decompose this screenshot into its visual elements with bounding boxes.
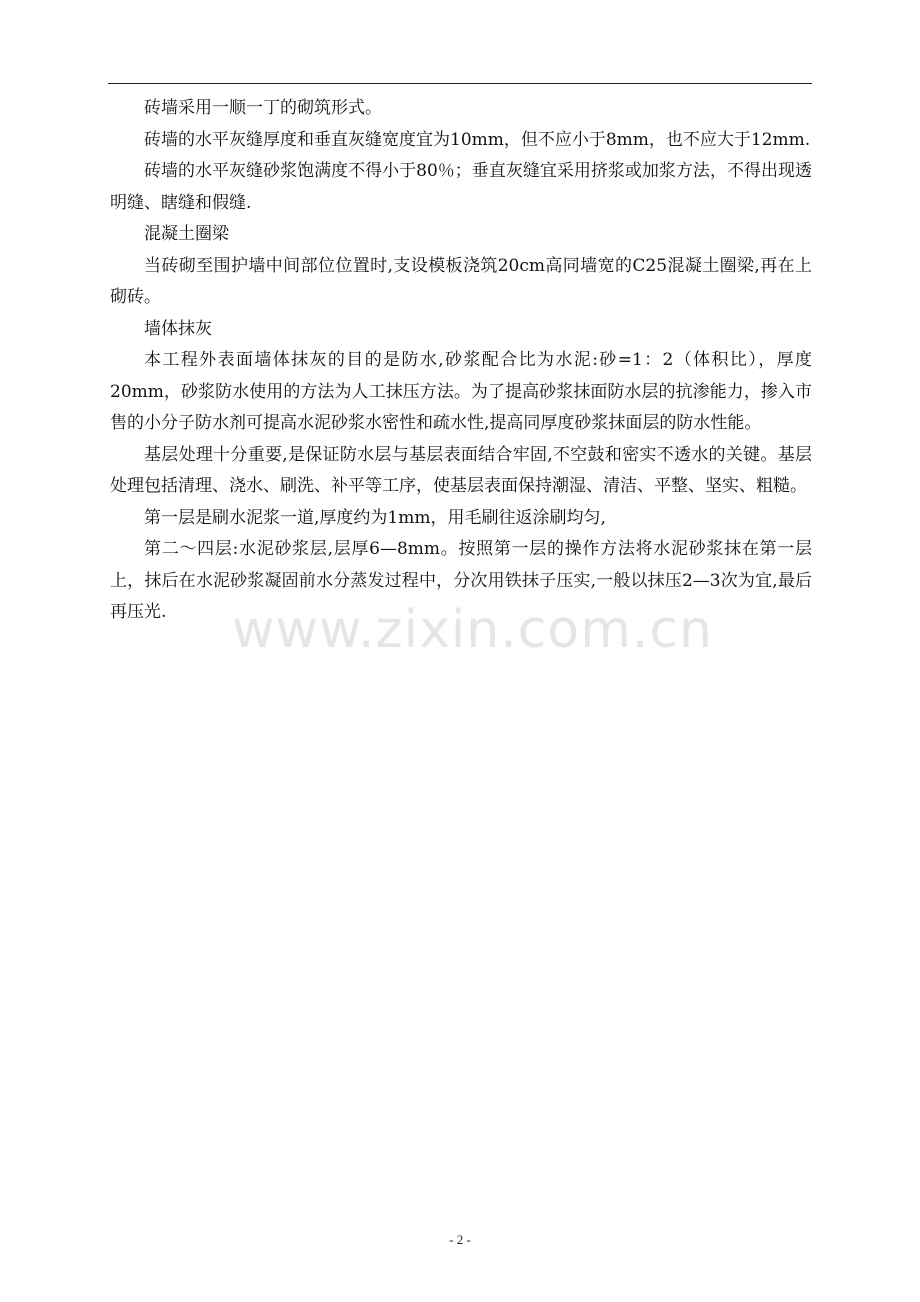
paragraph-second-fourth-layer: 第二～四层:水泥砂浆层,层厚6—8mm。按照第一层的操作方法将水泥砂浆抹在第一层上，抹后在水泥砂浆凝固前水分蒸发过程中，分次用铁抹子压实,一般以抹压2—3次为宜,最后再压光. [110,539,812,622]
document-body [110,93,812,629]
watermark: www.zixin.com.cn [232,600,713,660]
paragraph-first-layer: 第一层是刷水泥浆一道,厚度约为1mm，用毛刷往返涂刷均匀, [144,507,606,528]
heading-ring-beam: 混凝土圈梁 [144,224,229,244]
header-rule [108,83,812,84]
paragraph-joint-thickness: 砖墙的水平灰缝厚度和垂直灰缝宽度宜为10mm，但不应小于8mm，也不应大于12mm. [144,129,811,150]
page-number: - 2 - [449,1232,471,1247]
paragraph-mortar-fullness: 砖墙的水平灰缝砂浆饱满度不得小于80％；垂直灰缝宜采用挤浆或加浆方法，不得出现透明缝、瞎缝和假缝. [110,161,812,213]
heading-wall-plastering: 墙体抹灰 [144,318,212,339]
paragraph-base-treatment: 基层处理十分重要,是保证防水层与基层表面结合牢固,不空鼓和密实不透水的关键。基层处理包括清理、浇水、刷洗、补平等工序，使基层表面保持潮湿、清洁、平整、坚实、粗糙。 [110,444,812,496]
paragraph-brick-bond: 砖墙采用一顺一丁的砌筑形式。 [144,98,382,118]
paragraph-plastering-purpose: 本工程外表面墙体抹灰的目的是防水,砂浆配合比为水泥:砂=1：2（体积比），厚度20mm，砂浆防水使用的方法为人工抹压方法。为了提高砂浆抹面防水层的抗渗能力，掺入市售的小分子防水剂可提高水泥砂浆水密性和疏水性,提高同厚度砂浆抹面层的防水性能。 [110,350,812,433]
paragraph-ring-beam: 当砖砌至围护墙中间部位位置时,支设模板浇筑20cm高同墙宽的C25混凝土圈梁,再在上砌砖。 [110,255,812,307]
